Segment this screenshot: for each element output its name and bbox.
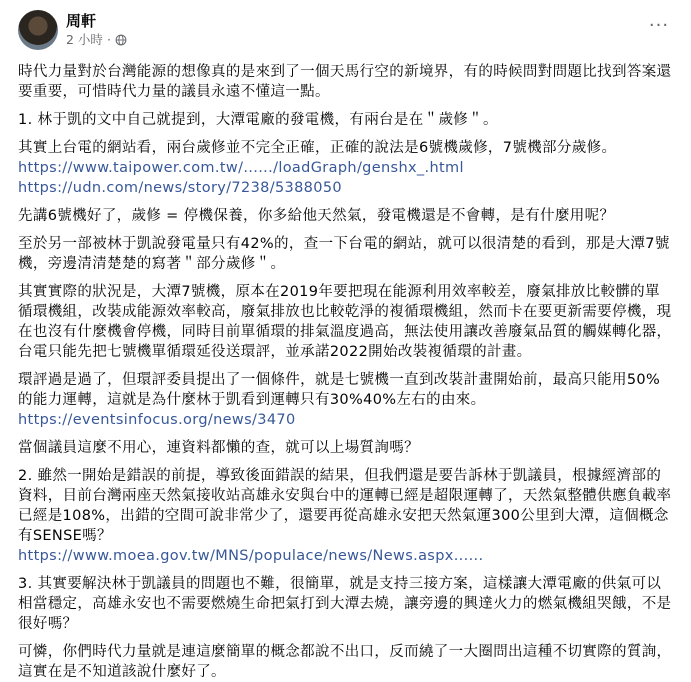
paragraph-with-links (18, 138, 673, 198)
paragraph: 時代力量對於台灣能源的想像真的是來到了一個天馬行空的新境界，有的時候問對問題比找到答案還要重要，可惜時代力量的議員永遠不懂這一點。 (18, 64, 672, 100)
paragraph: 其實上台電的網站看，兩台歲修並不完全正確，正確的說法是6號機歲修，7號機部分歲修。 (18, 140, 617, 156)
link-udn[interactable]: https://udn.com/news/story/7238/5388050 (18, 180, 342, 196)
avatar[interactable] (18, 10, 58, 50)
paragraph: 可憐，你們時代力量就是連這麼簡單的概念都說不出口，反而繞了一大圈問出這種不切實際的質詢，這實在是不知道該說什麼好了。 (18, 644, 672, 680)
globe-icon (115, 34, 127, 46)
link-taipower[interactable]: https://www.taipower.com.tw/....../loadGraph/genshx_.html (18, 160, 464, 176)
paragraph-with-links (18, 370, 673, 430)
link-moea[interactable]: https://www.moea.gov.tw/MNS/populace/news/News.aspx...... (18, 548, 484, 564)
post-header (18, 8, 127, 52)
post-meta (66, 12, 127, 49)
link-eventsinfocus[interactable]: https://eventsinfocus.org/news/3470 (18, 412, 296, 428)
paragraph: 先講6號機好了，歲修 = 停機保養，你多給他天然氣，發電機還是不會轉，是有什麼用呢？ (18, 208, 615, 224)
paragraph: 環評過是過了，但環評委員提出了一個條件，就是七號機一直到改裝計畫開始前，最高只能用50%的能力運轉，這就是為什麼林于凱看到運轉只有30%40%左右的由來。 (18, 372, 661, 408)
post-subline (66, 31, 127, 49)
paragraph: 至於另一部被林于凱說發電量只有42%的，查一下台電的網站，就可以很清楚的看到，那是大潭7號機，旁邊清清楚楚的寫著＂部分歲修＂。 (18, 236, 670, 272)
author-name[interactable]: 周軒 (66, 11, 97, 30)
paragraph: 其實實際的狀況是，大潭7號機，原本在2019年要把現在能源利用效率較差，廢氣排放比較髒的單循環機組，改裝成能源效率較高，廢氣排放也比較乾淨的複循環機組，然而卡在要更新需要停機，現在也沒有什麼機會停機，同時目前單循環的排氣溫度過高，無法使用讓改善廢氣品質的觸媒轉化器，台電只能先把七號機單循環延役送環評，並承諾2022開始改裝複循環的計畫。 (18, 284, 672, 360)
post-time[interactable]: 2 小時 (66, 31, 103, 47)
post-body (18, 62, 673, 682)
paragraph-with-links (18, 466, 673, 566)
paragraph: 2. 雖然一開始是錯誤的前提，導致後面錯誤的結果，但我們還是要告訴林于凱議員，根據經濟部的資料，目前台灣兩座天然氣接收站高雄永安與台中的運轉已經是超限運轉了，天然氣整體供應負載率已經是108%，出錯的空間可說非常少了，還要再從高雄永安把天然氣運300公里到大潭，這個概念有SENSE嗎？ (18, 468, 672, 544)
more-options-icon[interactable]: ··· (648, 14, 670, 36)
separator-dot: · (106, 31, 111, 47)
paragraph: 1. 林于凱的文中自己就提到，大潭電廠的發電機，有兩台是在＂歲修＂。 (18, 112, 498, 128)
paragraph: 當個議員這麼不用心，連資料都懶的查，就可以上場質詢嗎？ (18, 440, 419, 456)
paragraph: 3. 其實要解決林于凱議員的問題也不難，很簡單，就是支持三接方案，這樣讓大潭電廠的供氣可以相當穩定，高雄永安也不需要燃燒生命把氣打到大潭去燒，讓旁邊的興達火力的燃氣機組哭餓，不是很好嗎？ (18, 576, 672, 632)
